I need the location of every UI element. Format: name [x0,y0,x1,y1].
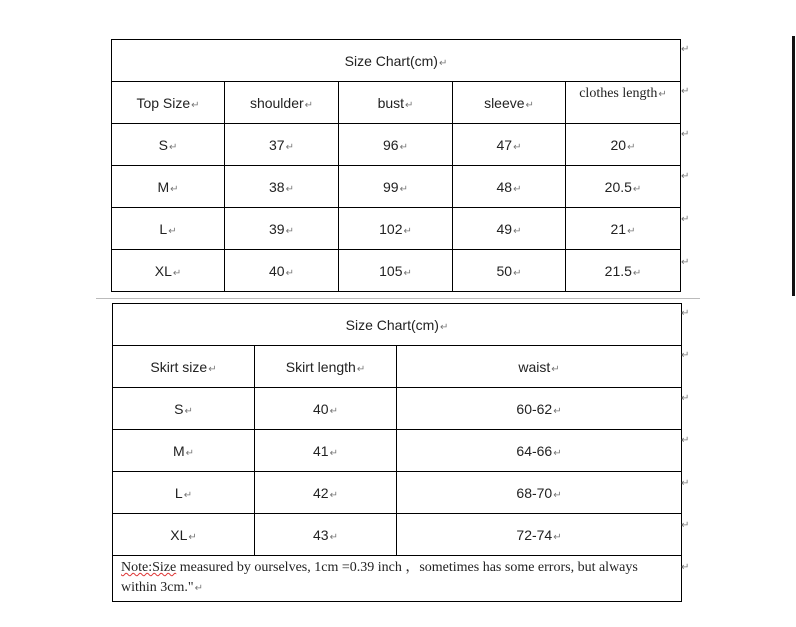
table-row [113,388,682,430]
cell: L↵ [112,208,225,250]
header-top-size: Top Size↵ [112,82,225,124]
cell: 47↵ [453,124,566,166]
cell: 99↵ [339,166,453,208]
cell: 60-62↵ [397,388,682,430]
cell: 102↵ [339,208,453,250]
header-clothes-length: clothes length↵ [566,82,681,124]
table-row [112,208,681,250]
cell: 96↵ [339,124,453,166]
table-row [112,250,681,292]
header-sleeve: sleeve↵ [453,82,566,124]
row-end-mark: ↵ [681,393,690,404]
cell: 72-74↵ [397,514,682,556]
header-skirt-length: Skirt length↵ [255,346,397,388]
top-size-table [111,39,681,292]
cell: S↵ [112,124,225,166]
row-end-mark: ↵ [681,308,690,319]
table-row [113,514,682,556]
cell: 64-66↵ [397,430,682,472]
cell: 68-70↵ [397,472,682,514]
cell: 42↵ [255,472,397,514]
row-end-mark: ↵ [681,171,690,182]
cell: M↵ [113,430,255,472]
table-row [113,472,682,514]
top-table-title: Size Chart(cm)↵ [112,40,681,82]
cell: 21↵ [566,208,681,250]
cell: 20↵ [566,124,681,166]
cell: XL↵ [113,514,255,556]
row-end-mark: ↵ [681,520,690,531]
page-edge-bar [792,36,795,296]
cell: 49↵ [453,208,566,250]
row-end-mark: ↵ [681,129,690,140]
cell: 43↵ [255,514,397,556]
cell: XL↵ [112,250,225,292]
cell: 48↵ [453,166,566,208]
row-end-mark: ↵ [681,478,690,489]
table-row [112,166,681,208]
cell: 105↵ [339,250,453,292]
header-bust: bust↵ [339,82,453,124]
cell: 38↵ [225,166,339,208]
header-skirt-size: Skirt size↵ [113,346,255,388]
header-shoulder: shoulder↵ [225,82,339,124]
cell: M↵ [112,166,225,208]
cell: 41↵ [255,430,397,472]
table-row [113,430,682,472]
cell: 40↵ [255,388,397,430]
cell: 21.5↵ [566,250,681,292]
row-end-mark: ↵ [681,435,690,446]
cell: 20.5↵ [566,166,681,208]
row-end-mark: ↵ [681,562,690,573]
row-end-mark: ↵ [681,350,690,361]
cell: 40↵ [225,250,339,292]
cell: 50↵ [453,250,566,292]
cell: S↵ [113,388,255,430]
cell: 37↵ [225,124,339,166]
table-row [112,124,681,166]
row-end-mark: ↵ [681,257,690,268]
size-note: Note:Size measured by ourselves, 1cm =0.39 inch ，sometimes has some errors, but always within 3cm."↵ [113,556,682,602]
cell: 39↵ [225,208,339,250]
row-end-mark: ↵ [681,44,690,55]
bottom-table-title: Size Chart(cm)↵ [113,304,682,346]
row-end-mark: ↵ [681,86,690,97]
skirt-size-table [112,303,682,602]
header-waist: waist↵ [397,346,682,388]
cell: L↵ [113,472,255,514]
page-break-line [96,298,700,299]
row-end-mark: ↵ [681,214,690,225]
